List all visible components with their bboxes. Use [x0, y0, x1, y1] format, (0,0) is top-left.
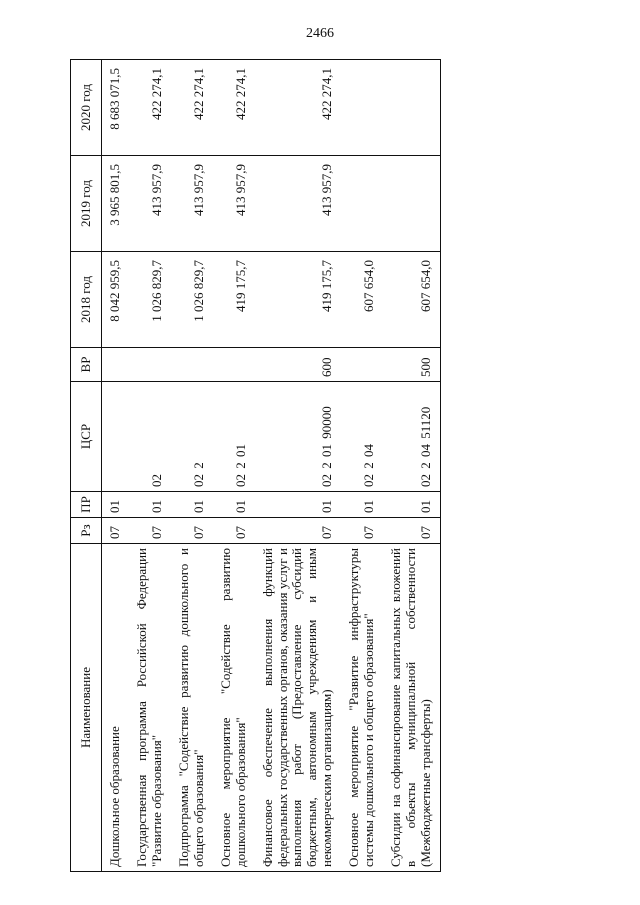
row-2018: 607 654,0	[341, 252, 383, 348]
row-pr: 01	[383, 492, 440, 518]
row-pr: 01	[213, 492, 255, 518]
row-rz: 07	[341, 518, 383, 544]
row-2020: 422 274,1	[171, 60, 213, 156]
header-csr: ЦСР	[71, 382, 102, 492]
row-2020: 422 274,1	[255, 60, 342, 156]
row-vr	[102, 348, 129, 382]
row-pr: 01	[171, 492, 213, 518]
row-rz: 07	[129, 518, 171, 544]
row-2019: 413 957,9	[171, 156, 213, 252]
row-2019: 3 965 801,5	[102, 156, 129, 252]
row-rz: 07	[213, 518, 255, 544]
table-row	[213, 60, 255, 872]
row-vr	[129, 348, 171, 382]
table-row	[255, 60, 342, 872]
header-2018: 2018 год	[71, 252, 102, 348]
row-name: Субсидии на софинансирование капитальных вложений в объекты муниципальной собственности (Межбюджетные трансферты)	[383, 544, 440, 872]
row-2019	[383, 156, 440, 252]
header-2019: 2019 год	[71, 156, 102, 252]
row-csr	[102, 382, 129, 492]
row-csr: 02 2 04	[341, 382, 383, 492]
row-2019: 413 957,9	[255, 156, 342, 252]
header-pr: ПР	[71, 492, 102, 518]
row-name: Подпрограмма "Содействие развитию дошкольного и общего образования"	[171, 544, 213, 872]
row-pr: 01	[102, 492, 129, 518]
row-vr: 600	[255, 348, 342, 382]
row-vr: 500	[383, 348, 440, 382]
table-row	[102, 60, 129, 872]
page-number: 2466	[306, 26, 334, 41]
row-name: Государственная программа Российской Федерации "Развитие образования"	[129, 544, 171, 872]
row-2020: 422 274,1	[129, 60, 171, 156]
row-csr: 02 2	[171, 382, 213, 492]
row-rz: 07	[171, 518, 213, 544]
row-name: Основное мероприятие "Содействие развитию дошкольного образования"	[213, 544, 255, 872]
row-2019: 413 957,9	[213, 156, 255, 252]
row-2018: 1 026 829,7	[171, 252, 213, 348]
row-2020	[383, 60, 440, 156]
row-rz: 07	[102, 518, 129, 544]
row-2018: 1 026 829,7	[129, 252, 171, 348]
row-name: Финансовое обеспечение выполнения функций федеральных государственных органов, оказания услуг и выполнения работ (Предоставление субсидий бюджетным, автономным учреждениям и иным некоммерческим организациям)	[255, 544, 342, 872]
row-2020: 422 274,1	[213, 60, 255, 156]
rotated-table-container	[70, 60, 576, 872]
row-2018: 419 175,7	[213, 252, 255, 348]
row-pr: 01	[129, 492, 171, 518]
row-vr	[171, 348, 213, 382]
row-2019	[341, 156, 383, 252]
row-csr: 02 2 01	[213, 382, 255, 492]
row-rz: 07	[255, 518, 342, 544]
budget-table	[70, 59, 441, 872]
row-rz: 07	[383, 518, 440, 544]
row-name: Основное мероприятие "Развитие инфраструктуры системы дошкольного и общего образования"	[341, 544, 383, 872]
row-pr: 01	[255, 492, 342, 518]
table-row	[341, 60, 383, 872]
row-2018: 419 175,7	[255, 252, 342, 348]
table-header-row	[71, 60, 102, 872]
row-2018: 8 042 959,5	[102, 252, 129, 348]
header-rz: Рз	[71, 518, 102, 544]
row-pr: 01	[341, 492, 383, 518]
row-csr: 02 2 04 51120	[383, 382, 440, 492]
row-2019: 413 957,9	[129, 156, 171, 252]
row-vr	[341, 348, 383, 382]
row-vr	[213, 348, 255, 382]
row-name: Дошкольное образование	[102, 544, 129, 872]
header-name: Наименование	[71, 544, 102, 872]
row-2020	[341, 60, 383, 156]
table-row	[383, 60, 440, 872]
table-row	[171, 60, 213, 872]
row-csr: 02 2 01 90000	[255, 382, 342, 492]
header-vr: ВР	[71, 348, 102, 382]
row-2018: 607 654,0	[383, 252, 440, 348]
header-2020: 2020 год	[71, 60, 102, 156]
table-row	[129, 60, 171, 872]
row-2020: 8 683 071,5	[102, 60, 129, 156]
row-csr: 02	[129, 382, 171, 492]
